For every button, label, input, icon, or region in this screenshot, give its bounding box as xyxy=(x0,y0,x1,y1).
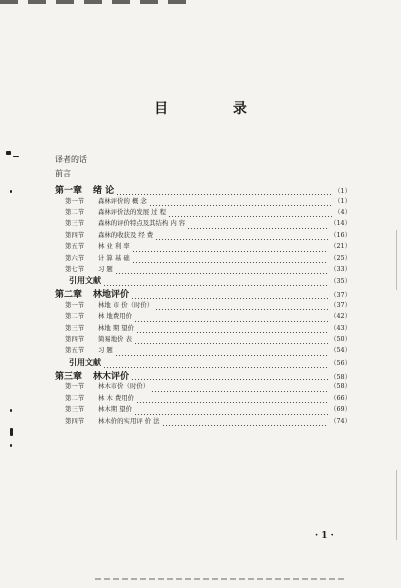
toc-entry-section xyxy=(55,334,351,345)
preface-item-translator-note: 译者的话 xyxy=(55,155,87,164)
toc-entry-page: （1） xyxy=(334,187,351,195)
toc-entry-page: （37） xyxy=(330,291,351,300)
toc-entry-ref xyxy=(55,357,351,369)
scan-mark xyxy=(13,156,19,157)
toc-entry-number: 第一节 xyxy=(65,196,85,205)
toc-entry-title: 林地 期 望价 xyxy=(98,323,135,332)
toc-entry-section xyxy=(55,323,351,334)
toc-entry-number: 第四节 xyxy=(65,335,85,344)
toc-entry-chapter xyxy=(55,287,351,300)
toc-entry-number: 第六节 xyxy=(65,253,85,262)
toc-entry-section xyxy=(55,253,351,264)
toc-entry-number: 第五节 xyxy=(65,242,85,251)
toc-entry-title: 林 木 费用价 xyxy=(98,393,135,402)
toc-entry-title: 林地 市 价（时价） xyxy=(98,300,154,309)
toc-entry-title: 森林的收获及 经 费 xyxy=(98,230,154,239)
toc-entry-section xyxy=(55,241,351,252)
toc-entry-title: 森林评价法的发展 过 程 xyxy=(98,207,166,216)
toc-entry-number: 第四节 xyxy=(65,230,85,239)
toc-entry-title: 计 算 基 础 xyxy=(98,253,130,262)
toc-entry-section xyxy=(55,230,351,241)
toc-entry-title: 林 地费用价 xyxy=(98,312,132,321)
page-title: 目 录 xyxy=(154,101,277,117)
toc-entry-title: 习 题 xyxy=(98,264,113,273)
toc-entry-number: 第三节 xyxy=(65,219,85,228)
toc-entry-title: 森林的评价特点及其结构 内 容 xyxy=(98,219,186,228)
toc-entry-number: 第三节 xyxy=(65,405,85,414)
toc-entry-number: 第四节 xyxy=(65,416,85,425)
preface-item-foreword: 前言 xyxy=(55,169,71,178)
page-number: · 1 · xyxy=(315,531,334,541)
scan-mark xyxy=(10,444,12,447)
toc-entry-section xyxy=(55,393,351,404)
toc-entry-number: 第五节 xyxy=(65,346,85,355)
toc-entry-page: （50） xyxy=(330,335,351,344)
toc-entry-title: 绪 论 xyxy=(93,186,115,196)
toc-entry-title: 林木市价（时价） xyxy=(98,382,150,391)
toc-entry-number: 第一章 xyxy=(55,186,83,196)
scan-mark xyxy=(10,409,12,412)
toc-entry-page: （42） xyxy=(330,312,351,321)
toc-entry-number: 第二节 xyxy=(65,312,85,321)
scan-artifact-top xyxy=(0,0,190,4)
toc-entry-page: （1） xyxy=(334,196,351,205)
toc-entry-page: （74） xyxy=(330,416,351,425)
toc-entry-page: （58） xyxy=(330,372,351,381)
toc-entry-number: 第三章 xyxy=(55,371,83,382)
toc-entry-section xyxy=(55,345,351,356)
toc-entry-chapter xyxy=(55,183,351,196)
scan-edge-line xyxy=(396,230,397,290)
toc-entry-title: 林木期 望价 xyxy=(98,405,132,414)
toc-entry-section xyxy=(55,311,351,322)
toc-entry-title: 林地评价 xyxy=(93,290,130,301)
toc-entry-page: （56） xyxy=(330,358,351,367)
toc-entry-section xyxy=(55,416,351,427)
toc-entry-title: 简易地价 表 xyxy=(98,335,132,344)
toc-entry-page: （43） xyxy=(330,323,351,332)
toc-entry-title: 引用文献 xyxy=(69,275,101,286)
toc-entry-title: 林木价的实用评 价 法 xyxy=(98,416,160,425)
dot-leader xyxy=(162,424,329,427)
toc-entry-page: （69） xyxy=(330,405,351,414)
toc-entry-title: 林木评价 xyxy=(93,371,130,382)
toc-entry-page: （25） xyxy=(330,253,351,262)
toc-entry-page: （16） xyxy=(330,230,351,239)
toc-entry-page: （35） xyxy=(330,277,351,286)
toc-entry-ref xyxy=(55,275,351,287)
toc-entry-section xyxy=(55,300,351,311)
toc-entry-page: （33） xyxy=(330,264,351,273)
toc-entry-page: （58） xyxy=(330,382,351,391)
toc-entry-chapter xyxy=(55,369,351,382)
scan-mark xyxy=(10,428,13,436)
toc-entry-page: （37） xyxy=(330,300,351,309)
toc-entry-page: （54） xyxy=(330,346,351,355)
table-of-contents xyxy=(55,183,351,427)
toc-entry-section xyxy=(55,207,351,218)
toc-entry-number: 第二节 xyxy=(65,393,85,402)
toc-entry-number: 第三节 xyxy=(65,323,85,332)
toc-entry-number: 第二节 xyxy=(65,207,85,216)
toc-entry-page: （21） xyxy=(330,242,351,251)
toc-entry-title: 引用文献 xyxy=(69,356,101,367)
toc-entry-title: 森林评价的 概 念 xyxy=(98,196,147,205)
toc-entry-number: 第一节 xyxy=(65,300,85,309)
toc-entry-section xyxy=(55,218,351,229)
toc-entry-section xyxy=(55,404,351,415)
scan-mark xyxy=(10,190,12,193)
scan-mark xyxy=(6,151,11,155)
toc-entry-title: 习 题 xyxy=(98,346,113,355)
toc-entry-page: （14） xyxy=(330,219,351,228)
toc-entry-number: 第七节 xyxy=(65,264,85,273)
toc-entry-page: （4） xyxy=(334,207,351,216)
toc-entry-number: 第二章 xyxy=(55,290,83,301)
toc-entry-section xyxy=(55,264,351,275)
scan-edge-line xyxy=(396,470,397,540)
toc-entry-section xyxy=(55,381,351,392)
toc-entry-number: 第一节 xyxy=(65,382,85,391)
scan-artifact-bottom xyxy=(95,578,345,580)
toc-entry-page: （66） xyxy=(330,393,351,402)
toc-entry-title: 林 业 利 率 xyxy=(98,242,130,251)
toc-entry-section xyxy=(55,196,351,207)
